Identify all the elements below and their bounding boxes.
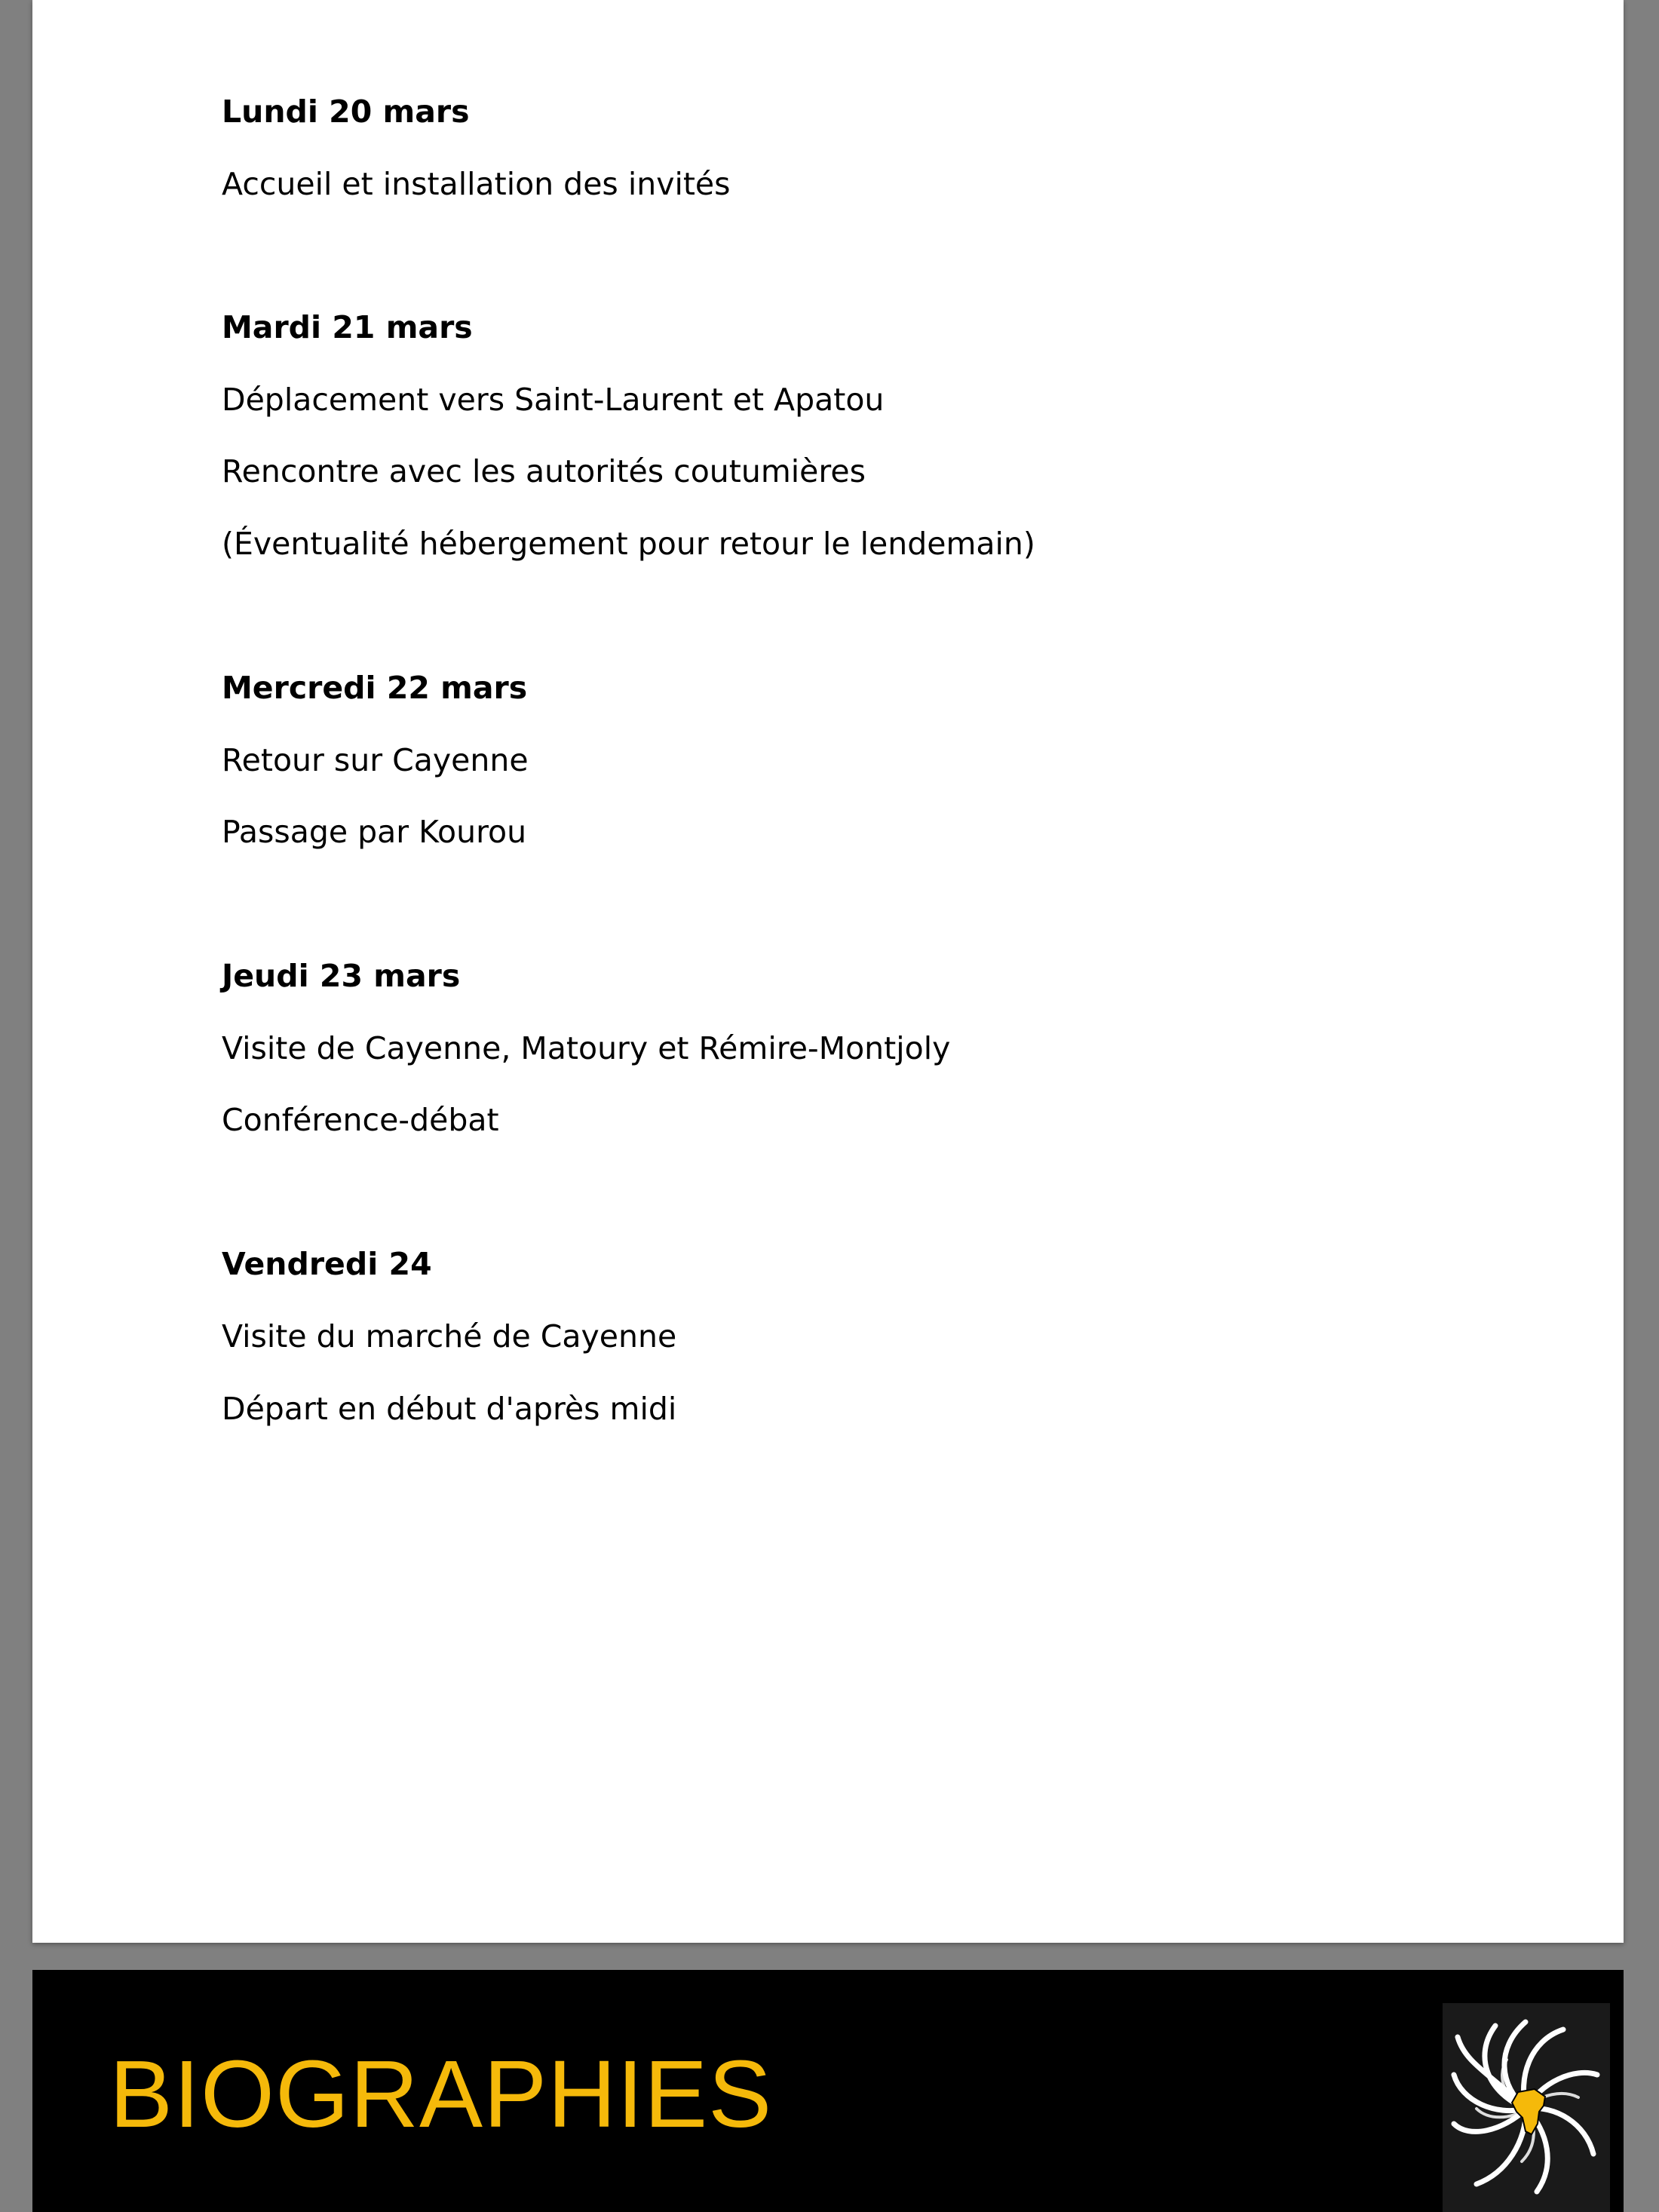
agenda-item: Visite de Cayenne, Matoury et Rémire-Montjoly [222,1030,951,1066]
day-heading-mardi: Mardi 21 mars [222,309,473,345]
agenda-item: Retour sur Cayenne [222,742,529,778]
agenda-item: Passage par Kourou [222,814,527,850]
agenda-item: Visite du marché de Cayenne [222,1318,677,1355]
document-page [32,0,1624,1943]
agenda-item: Déplacement vers Saint-Laurent et Apatou [222,382,885,418]
day-heading-lundi: Lundi 20 mars [222,94,470,130]
next-page-header [32,1970,1624,2212]
agenda-item: Accueil et installation des invités [222,166,731,202]
agenda-item: Conférence-débat [222,1102,499,1138]
day-heading-vendredi: Vendredi 24 [222,1246,432,1282]
day-heading-mercredi: Mercredi 22 mars [222,670,528,706]
swirl-africa-logo-icon [1443,2003,1610,2212]
agenda-item: (Éventualité hébergement pour retour le lendemain) [222,526,1035,562]
agenda-item: Départ en début d'après midi [222,1391,677,1427]
day-heading-jeudi: Jeudi 23 mars [222,958,461,994]
agenda-item: Rencontre avec les autorités coutumières [222,453,866,489]
logo-graphic [1443,2003,1610,2212]
section-title: BIOGRAPHIES [109,2041,773,2147]
